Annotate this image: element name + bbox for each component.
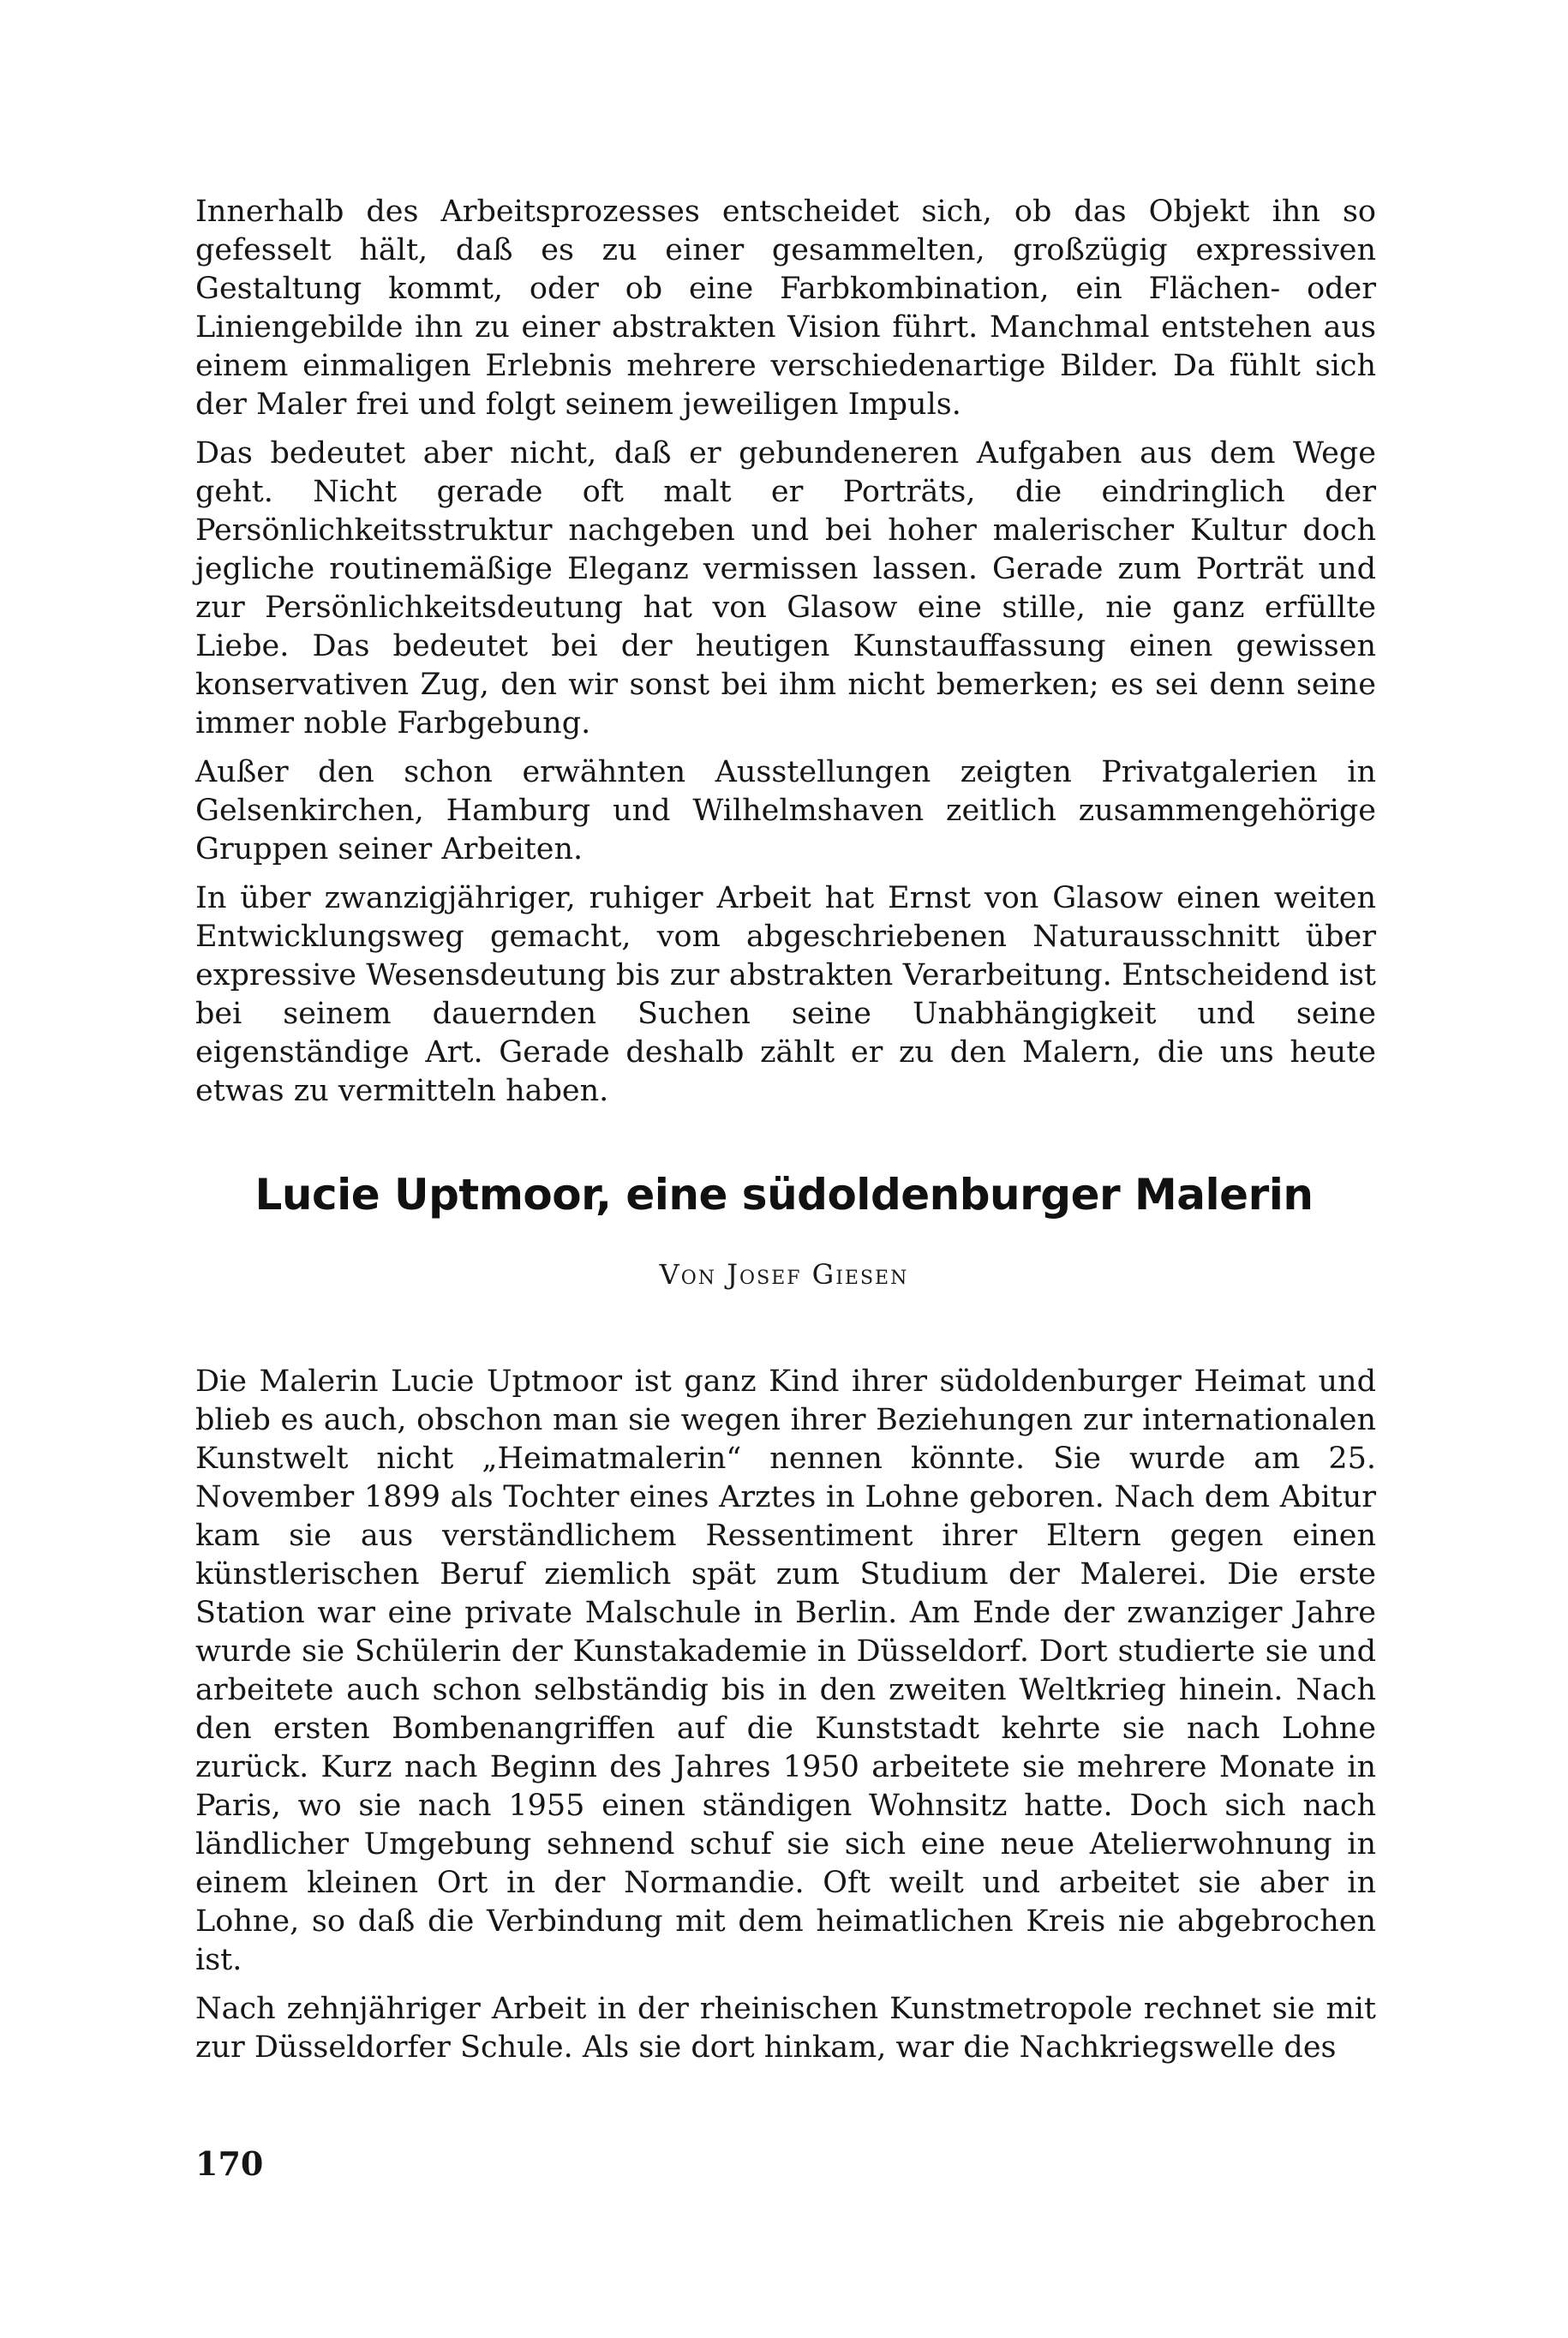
- page-number: 170: [195, 2144, 264, 2183]
- article-byline: Von Josef Giesen: [659, 1258, 909, 1291]
- paragraph: Innerhalb des Arbeitsprozesses entscheidet sich, ob das Objekt ihn so gefesselt hält, daß es zu einer gesammelten, großzügig expressiven Gestaltung kommt, oder ob eine Farbkombination, ein Flächen- oder Liniengebilde ihn zu einer abstrakten Vision führt. Manchmal entstehen aus einem einmaligen Erlebnis mehrere verschiedenartige Bilder. Da fühlt sich der Maler frei und folgt seinem jeweiligen Impuls.: [195, 195, 1376, 422]
- paragraph: Nach zehnjähriger Arbeit in der rheinischen Kunstmetropole rechnet sie mit zur Düsseldorfer Schule. Als sie dort hinkam, war die Nachkriegswelle des: [195, 1992, 1376, 2065]
- previous-article-text: [195, 193, 1376, 1121]
- article-body: [195, 1363, 1376, 2077]
- paragraph: Das bedeutet aber nicht, daß er gebundeneren Aufgaben aus dem Wege geht. Nicht gerade oft malt er Porträts, die eindringlich der Persönlichkeitsstruktur nachgeben und bei hoher malerischer Kultur doch jegliche routinemäßige Eleganz vermissen lassen. Gerade zum Porträt und zur Persönlichkeitsdeutung hat von Glasow eine stille, nie ganz erfüllte Liebe. Das bedeutet bei der heutigen Kunstauffassung einen gewissen konservativen Zug, den wir sonst bei ihm nicht bemerken; es sei denn seine immer noble Farbgebung.: [195, 436, 1376, 740]
- paragraph: In über zwanzigjähriger, ruhiger Arbeit hat Ernst von Glasow einen weiten Entwicklungsweg gemacht, vom abgeschriebenen Naturausschnitt über expressive Wesensdeutung bis zur abstrakten Verarbeitung. Entscheidend ist bei seinem dauernden Suchen seine Unabhängigkeit und seine eigenständige Art. Gerade deshalb zählt er zu den Malern, die uns heute etwas zu vermitteln haben.: [195, 881, 1376, 1108]
- article-title: Lucie Uptmoor, eine südoldenburger Malerin: [254, 1170, 1314, 1220]
- paragraph: Außer den schon erwähnten Ausstellungen zeigten Privatgalerien in Gelsenkirchen, Hamburg und Wilhelmshaven zeitlich zusammengehörige Gruppen seiner Arbeiten.: [195, 755, 1376, 866]
- paragraph: Die Malerin Lucie Uptmoor ist ganz Kind ihrer südoldenburger Heimat und blieb es auch, obschon man sie wegen ihrer Beziehungen zur internationalen Kunstwelt nicht „Heimatmalerin“ nennen könnte. Sie wurde am 25. November 1899 als Tochter eines Arztes in Lohne geboren. Nach dem Abitur kam sie aus verständlichem Ressentiment ihrer Eltern gegen einen künstlerischen Beruf ziemlich spät zum Studium der Malerei. Die erste Station war eine private Malschule in Berlin. Am Ende der zwanziger Jahre wurde sie Schülerin der Kunstakademie in Düsseldorf. Dort studierte sie und arbeitete auch schon selbständig bis in den zweiten Weltkrieg hinein. Nach den ersten Bombenangriffen auf die Kunststadt kehrte sie nach Lohne zurück. Kurz nach Beginn des Jahres 1950 arbeitete sie mehrere Monate in Paris, wo sie nach 1955 einen ständigen Wohnsitz hatte. Doch sich nach ländlicher Umgebung sehnend schuf sie sich eine neue Atelierwohnung in einem kleinen Ort in der Normandie. Oft weilt und arbeitet sie aber in Lohne, so daß die Verbindung mit dem heimatlichen Kreis nie abgebrochen ist.: [195, 1364, 1376, 1977]
